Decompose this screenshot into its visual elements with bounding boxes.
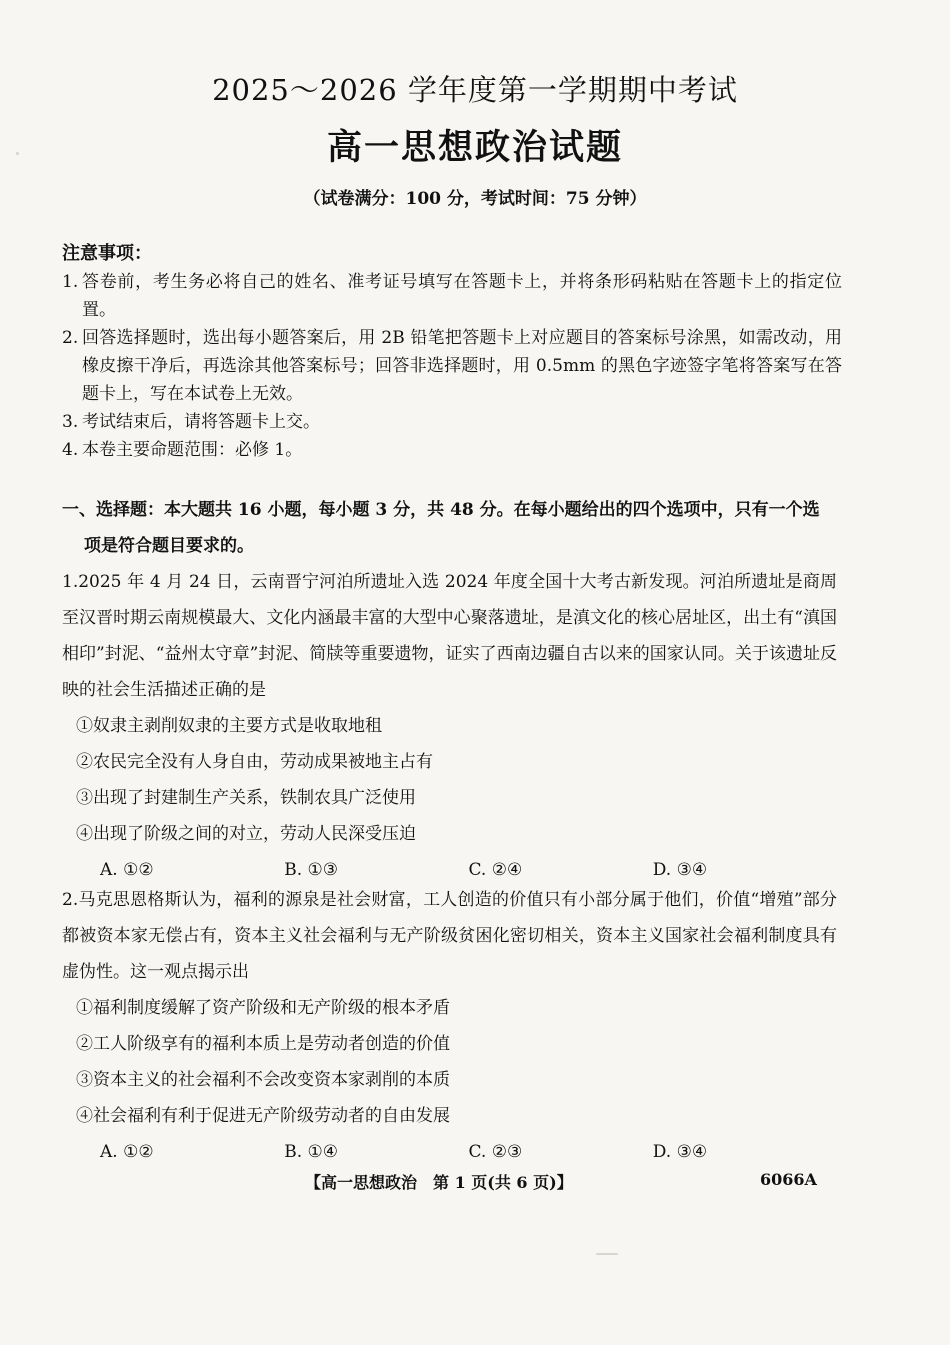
notice-item (62, 324, 842, 408)
question-1 (62, 564, 837, 888)
question-text: 2025 年 4 月 24 日，云南晋宁河泊所遗址入选 2024 年度全国十大考古新发现。河泊所遗址是商周至汉晋时期云南规模最大、文化内涵最丰富的大型中心聚落遗址，是滇文化的核心居址区，出土有“滇国相印”封泥、“益州太守章”封泥、简牍等重要遗物，证实了西南边疆自古以来的国家认同。关于该遗址反映的社会生活描述正确的是 (62, 572, 837, 700)
statement-option: ①奴隶主剥削奴隶的主要方式是收取地租 (76, 716, 382, 736)
choice-c: C. ②③ (468, 1142, 523, 1162)
notice-item (62, 436, 842, 464)
choice-a: A. ①② (100, 860, 154, 880)
footer-paper-code: 6066A (760, 1170, 817, 1189)
choice-a: A. ①② (100, 1142, 154, 1162)
question-number: 1. (62, 572, 79, 592)
choice-b: B. ①③ (284, 860, 339, 880)
exam-title: 2025～2026 学年度第一学期期中考试 (212, 73, 738, 107)
notice-item-num: 3. (62, 412, 79, 432)
choice-b: B. ①④ (284, 1142, 339, 1162)
notice-item-text: 回答选择题时，选出每小题答案后，用 2B 铅笔把答题卡上对应题目的答案标号涂黑，如需改动，用橡皮擦干净后，再选涂其他答案标号；回答非选择题时，用 0.5mm 的黑色字迹签字笔将答案写在答题卡上，写在本试卷上无效。 (82, 328, 842, 404)
section-heading-line2: 项是符合题目要求的。 (84, 536, 254, 556)
answer-choices (62, 1134, 837, 1170)
footer-page-info: 【高一思想政治 第 1 页(共 6 页)】 (305, 1173, 573, 1192)
statement-option: ①福利制度缓解了资产阶级和无产阶级的根本矛盾 (76, 998, 450, 1018)
subject-title: 高一思想政治试题 (326, 127, 623, 168)
section-heading (62, 492, 832, 564)
section-heading-line1: 一、选择题：本大题共 16 小题，每小题 3 分，共 48 分。在每小题给出的四个选项中，只有一个选 (62, 500, 820, 520)
scan-mark (596, 1253, 618, 1255)
question-number: 2. (62, 890, 79, 910)
choice-c: C. ②④ (468, 860, 523, 880)
notice-item-num: 2. (62, 328, 79, 348)
statement-option: ③出现了封建制生产关系，铁制农具广泛使用 (76, 788, 416, 808)
exam-info: （试卷满分：100 分，考试时间：75 分钟） (303, 189, 647, 209)
notice-item (62, 268, 842, 324)
notice-heading: 注意事项： (62, 243, 152, 264)
statement-option: ②农民完全没有人身自由，劳动成果被地主占有 (76, 752, 433, 772)
question-stem (62, 882, 837, 990)
notice-item-num: 4. (62, 440, 79, 460)
notice-item (62, 408, 842, 436)
notice-item-text: 答卷前，考生务必将自己的姓名、准考证号填写在答题卡上，并将条形码粘贴在答题卡上的指定位置。 (82, 272, 842, 320)
choice-d: D. ③④ (652, 860, 708, 880)
notice-item-num: 1. (62, 272, 79, 292)
question-2 (62, 882, 837, 1170)
statement-option: ④出现了阶级之间的对立，劳动人民深受压迫 (76, 824, 416, 844)
statement-option: ②工人阶级享有的福利本质上是劳动者创造的价值 (76, 1034, 450, 1054)
notice-item-text: 本卷主要命题范围：必修 1。 (82, 440, 303, 460)
notice-item-text: 考试结束后，请将答题卡上交。 (82, 412, 320, 432)
statement-option: ④社会福利有利于促进无产阶级劳动者的自由发展 (76, 1106, 450, 1126)
question-stem (62, 564, 837, 708)
statement-option: ③资本主义的社会福利不会改变资本家剥削的本质 (76, 1070, 450, 1090)
scan-mark (16, 152, 19, 155)
question-text: 马克思恩格斯认为，福利的源泉是社会财富，工人创造的价值只有小部分属于他们，价值“增殖”部分都被资本家无偿占有，资本主义社会福利与无产阶级贫困化密切相关，资本主义国家社会福利制度具有虚伪性。这一观点揭示出 (62, 890, 837, 982)
choice-d: D. ③④ (652, 1142, 708, 1162)
notice-block (62, 240, 842, 464)
